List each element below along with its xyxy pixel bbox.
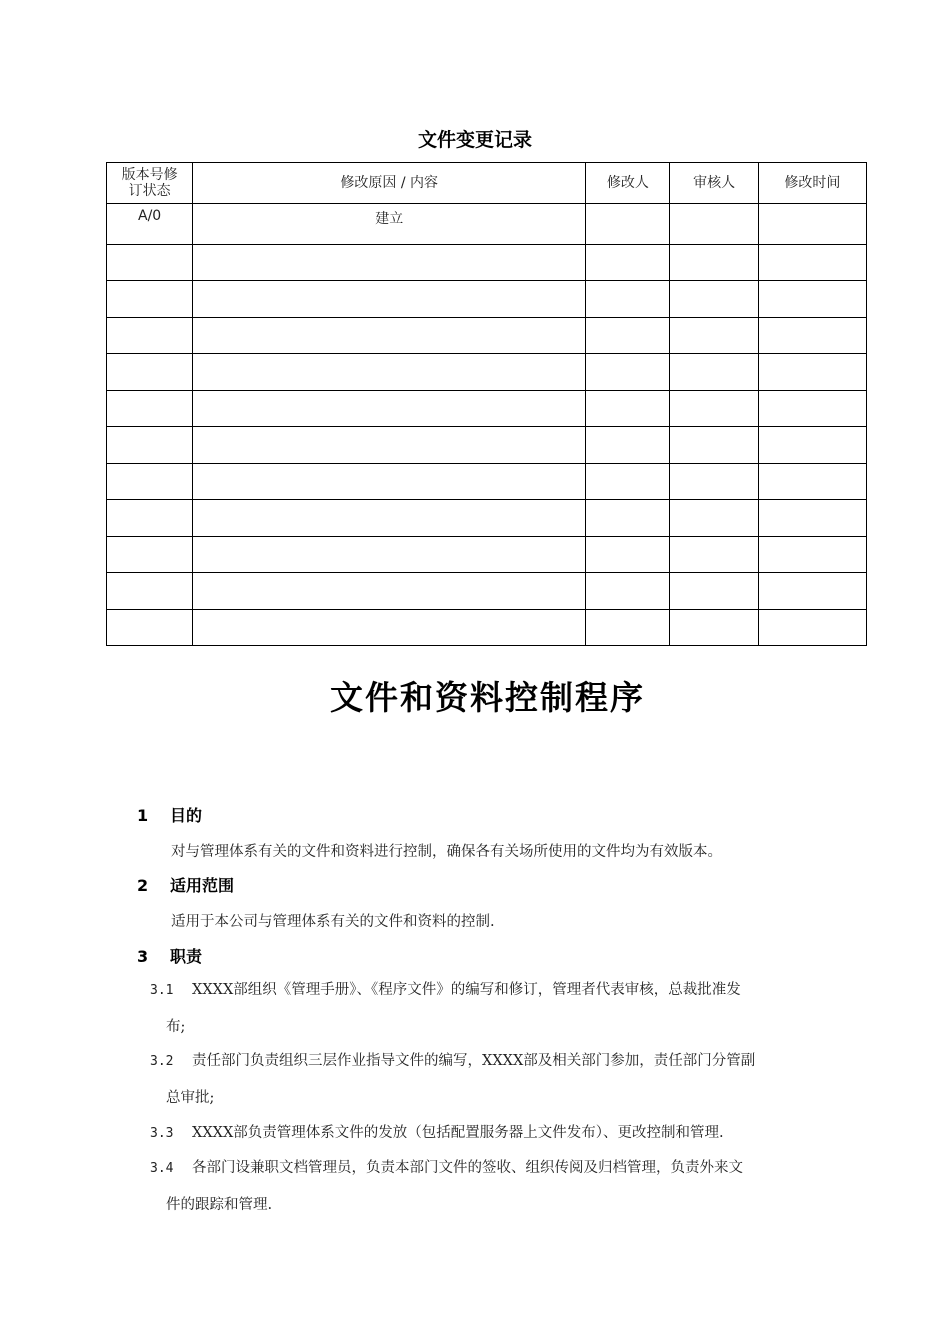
empty-cell — [586, 609, 670, 646]
section-title: 目的 — [170, 806, 203, 825]
item-number: 3.3 — [150, 1126, 174, 1141]
empty-cell — [107, 390, 193, 427]
section-number: 2 — [137, 876, 149, 895]
section-title: 适用范围 — [170, 876, 235, 895]
empty-cell — [586, 390, 670, 427]
empty-cell — [758, 463, 866, 500]
empty-cell — [107, 463, 193, 500]
item-continuation: 件的跟踪和管理. — [166, 1197, 273, 1213]
item-line: 责任部门负责组织三层作业指导文件的编写，XXXX部及相关部门参加，责任部门分管副 — [192, 1053, 756, 1069]
table-row — [107, 354, 867, 391]
empty-cell — [758, 390, 866, 427]
item-number: 3.2 — [150, 1054, 174, 1069]
empty-cell — [586, 536, 670, 573]
item-number: 3.4 — [150, 1161, 174, 1176]
empty-cell — [586, 573, 670, 610]
empty-cell — [193, 536, 586, 573]
table-row — [107, 317, 867, 354]
section-number: 3 — [137, 947, 149, 966]
section-heading-responsibility — [137, 944, 202, 967]
empty-cell — [586, 463, 670, 500]
empty-cell — [107, 573, 193, 610]
empty-cell — [758, 609, 866, 646]
table-row — [107, 244, 867, 281]
empty-cell — [758, 573, 866, 610]
empty-cell — [670, 354, 758, 391]
header-modifier: 修改人 — [586, 163, 670, 204]
empty-cell — [758, 536, 866, 573]
empty-cell — [107, 281, 193, 318]
header-modify-time: 修改时间 — [758, 163, 866, 204]
empty-cell — [586, 317, 670, 354]
section-text-scope: 适用于本公司与管理体系有关的文件和资料的控制. — [171, 914, 495, 930]
empty-cell — [193, 390, 586, 427]
table-row — [107, 500, 867, 537]
empty-cell — [758, 317, 866, 354]
item-line: XXXX部组织《管理手册》、《程序文件》的编写和修订，管理者代表审核，总裁批准发 — [192, 982, 741, 998]
empty-cell — [107, 244, 193, 281]
modifier-cell — [586, 204, 670, 245]
table-row — [107, 573, 867, 610]
item-line: 各部门设兼职文档管理员，负责本部门文件的签收、组织传阅及归档管理，负责外来文 — [192, 1160, 743, 1176]
version-cell: A/0 — [107, 204, 193, 245]
empty-cell — [670, 427, 758, 464]
empty-cell — [107, 354, 193, 391]
modify-time-cell — [758, 204, 866, 245]
responsibility-item-3-1 — [150, 972, 850, 1045]
empty-cell — [193, 244, 586, 281]
empty-cell — [107, 536, 193, 573]
header-version: 版本号修订状态 — [107, 163, 193, 204]
empty-cell — [670, 281, 758, 318]
empty-cell — [107, 609, 193, 646]
section-number: 1 — [137, 806, 149, 825]
empty-cell — [193, 317, 586, 354]
empty-cell — [586, 281, 670, 318]
section-heading-purpose — [137, 803, 202, 826]
empty-cell — [107, 317, 193, 354]
item-continuation: 总审批; — [166, 1090, 215, 1106]
responsibility-item-3-2 — [150, 1043, 850, 1116]
empty-cell — [758, 500, 866, 537]
empty-cell — [193, 354, 586, 391]
empty-cell — [193, 427, 586, 464]
responsibility-item-3-4 — [150, 1150, 850, 1223]
section-heading-scope — [137, 873, 234, 896]
item-number: 3.1 — [150, 983, 174, 998]
table-row — [107, 609, 867, 646]
empty-cell — [758, 281, 866, 318]
empty-cell — [670, 609, 758, 646]
empty-cell — [586, 500, 670, 537]
empty-cell — [193, 281, 586, 318]
empty-cell — [758, 354, 866, 391]
reviewer-cell — [670, 204, 758, 245]
empty-cell — [670, 317, 758, 354]
document-title: 文件和资料控制程序 — [330, 678, 645, 717]
empty-cell — [670, 500, 758, 537]
empty-cell — [193, 500, 586, 537]
empty-cell — [670, 390, 758, 427]
empty-cell — [193, 463, 586, 500]
empty-cell — [758, 427, 866, 464]
empty-cell — [193, 573, 586, 610]
empty-cell — [586, 244, 670, 281]
empty-cell — [670, 536, 758, 573]
table-row — [107, 463, 867, 500]
empty-cell — [670, 463, 758, 500]
table-row — [107, 536, 867, 573]
empty-cell — [586, 354, 670, 391]
table-row — [107, 427, 867, 464]
empty-cell — [670, 244, 758, 281]
section-text-purpose: 对与管理体系有关的文件和资料进行控制，确保各有关场所使用的文件均为有效版本。 — [171, 844, 722, 860]
table-header-row — [107, 163, 867, 204]
responsibility-item-3-3 — [150, 1115, 850, 1152]
header-reviewer: 审核人 — [670, 163, 758, 204]
change-record-table — [106, 162, 867, 646]
empty-cell — [586, 427, 670, 464]
reason-cell: 建立 — [193, 204, 586, 245]
empty-cell — [670, 573, 758, 610]
item-line: XXXX部负责管理体系文件的发放（包括配置服务器上文件发布）、更改控制和管理. — [192, 1125, 724, 1141]
table-row — [107, 281, 867, 318]
table-row — [107, 204, 867, 245]
empty-cell — [193, 609, 586, 646]
empty-cell — [107, 427, 193, 464]
table-row — [107, 390, 867, 427]
item-continuation: 布; — [166, 1019, 186, 1035]
empty-cell — [107, 500, 193, 537]
change-record-title: 文件变更记录 — [417, 129, 532, 151]
header-reason: 修改原因 / 内容 — [193, 163, 586, 204]
empty-cell — [758, 244, 866, 281]
section-title: 职责 — [170, 947, 203, 966]
